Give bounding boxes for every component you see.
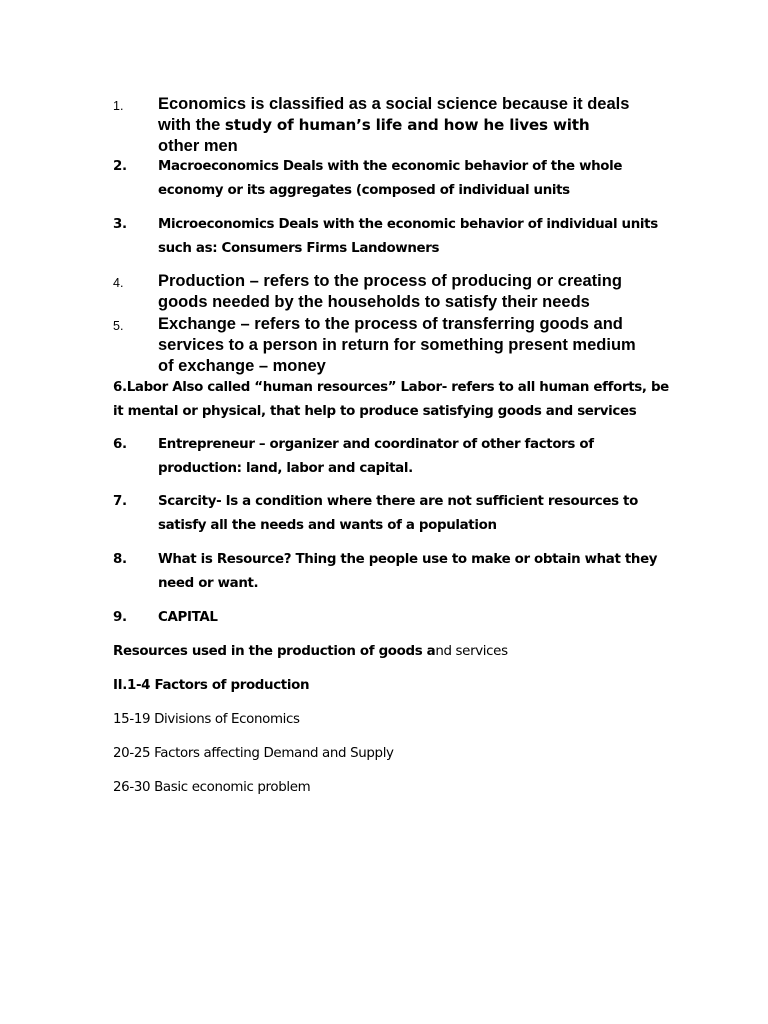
range-number: 15-19 (113, 712, 151, 727)
item-line: Production – refers to the process of producing or creating (158, 272, 622, 290)
range-number: 26-30 (113, 780, 151, 795)
item-text (158, 155, 718, 203)
item-number: 7. (113, 494, 127, 509)
item-text (158, 606, 718, 630)
item-line: Exchange – refers to the process of transferring goods and (158, 315, 623, 333)
range-item (113, 708, 673, 732)
item-number: 6. (113, 437, 127, 452)
item-line: CAPITAL (158, 610, 218, 625)
item-text (158, 94, 718, 157)
item-text (158, 213, 718, 261)
item-line: What is Resource? Thing the people use to make or obtain what they (158, 552, 658, 567)
item-text (158, 271, 718, 313)
item-line: Entrepreneur – organizer and coordinator of other factors of (158, 437, 594, 452)
resources-line (113, 640, 673, 664)
item-line: satisfy all the needs and wants of a population (158, 518, 497, 533)
item-line (158, 115, 718, 136)
range-item (113, 742, 673, 766)
resources-bold-text: Resources used in the production of goods a (113, 644, 436, 659)
item-line: need or want. (158, 576, 259, 591)
item-text-fragment: with the (158, 116, 225, 134)
item-line: Scarcity- Is a condition where there are not sufficient resources to (158, 494, 638, 509)
labor-paragraph (113, 376, 693, 424)
item-line: of exchange – money (158, 357, 326, 375)
item-number: 9. (113, 610, 127, 625)
item-text (158, 548, 718, 596)
item-line: services to a person in return for something present medium (158, 336, 636, 354)
item-text-fragment: study of human’s life and how he lives with (224, 116, 590, 134)
item-line: Macroeconomics Deals with the economic behavior of the whole (158, 159, 623, 174)
range-label: Divisions of Economics (154, 712, 300, 727)
range-item (113, 776, 673, 800)
item-number: 8. (113, 552, 127, 567)
item-line: economy or its aggregates (composed of individual units (158, 183, 570, 198)
paragraph-line: it mental or physical, that help to produce satisfying goods and services (113, 404, 637, 419)
item-line: such as: Consumers Firms Landowners (158, 241, 440, 256)
item-line: other men (158, 137, 238, 155)
item-line: Microeconomics Deals with the economic behavior of individual units (158, 217, 658, 232)
factors-heading: II.1-4 Factors of production (113, 678, 310, 693)
range-label: Factors affecting Demand and Supply (154, 746, 394, 761)
item-number: 1. (113, 99, 124, 113)
item-number: 4. (113, 276, 124, 290)
item-line: production: land, labor and capital. (158, 461, 413, 476)
item-number: 2. (113, 159, 127, 174)
item-text (158, 490, 718, 538)
item-number: 5. (113, 319, 124, 333)
item-text (158, 314, 718, 377)
item-number: 3. (113, 217, 127, 232)
item-line: Economics is classified as a social science because it deals (158, 95, 630, 113)
paragraph-line: 6.Labor Also called “human resources” Labor- refers to all human efforts, be (113, 380, 669, 395)
range-label: Basic economic problem (154, 780, 311, 795)
range-number: 20-25 (113, 746, 151, 761)
item-line: goods needed by the households to satisfy their needs (158, 293, 590, 311)
item-text (158, 433, 718, 481)
resources-regular-text: nd services (435, 644, 508, 659)
